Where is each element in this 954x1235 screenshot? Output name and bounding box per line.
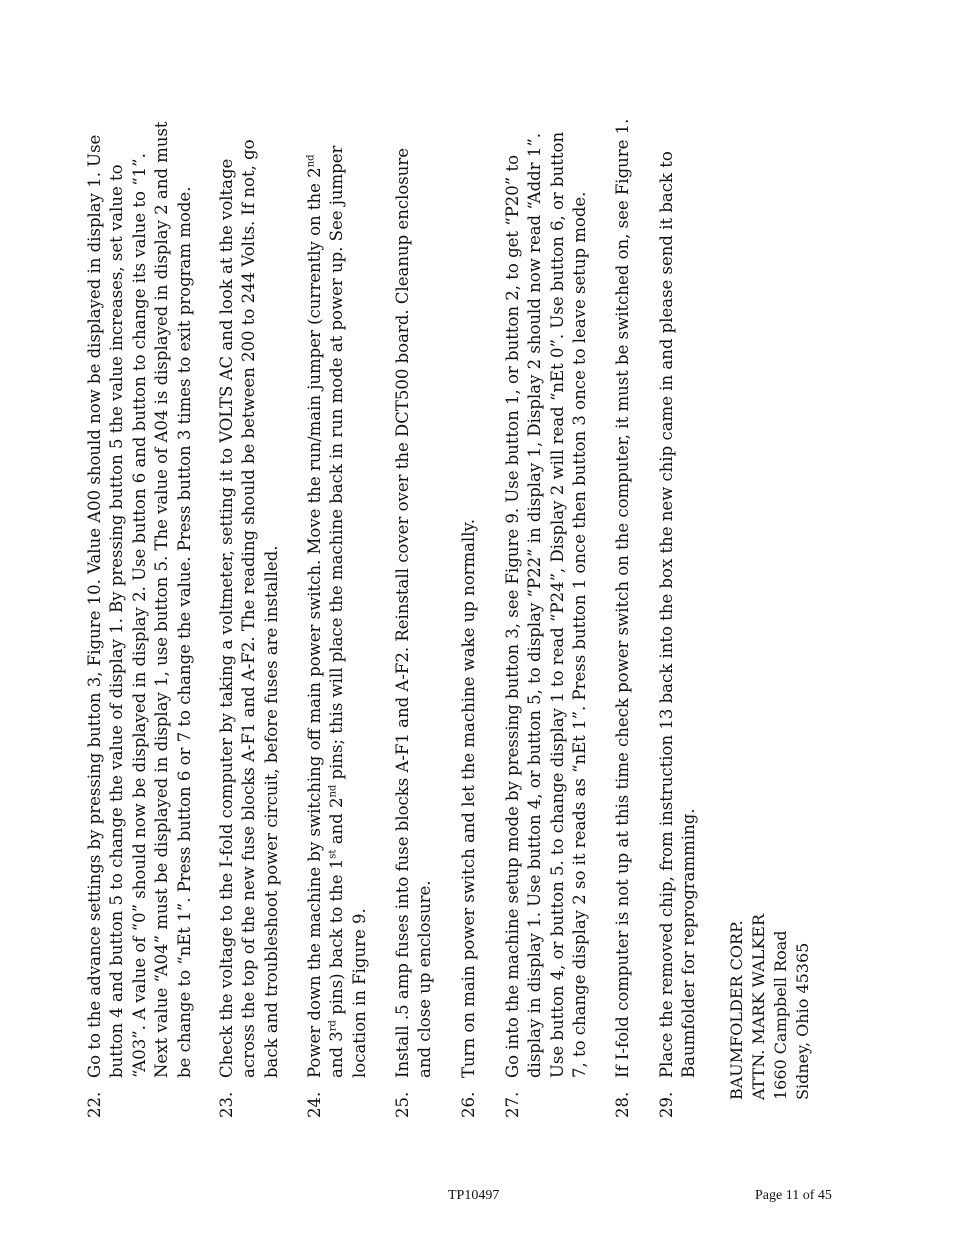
step-number: 28.	[613, 1091, 632, 1118]
text-line: Power down the machine by switching off main power switch. Move the run/main jumper (currently on the 2nd	[305, 154, 324, 1078]
step-text	[612, 68, 634, 1078]
text-line: and 3rd pins) back to the 1st and 2nd pins; this will place the machine back in run mode at power up. See jumper	[327, 145, 347, 1078]
address-line: BAUMFOLDER CORP.	[727, 920, 746, 1100]
step-text	[84, 68, 196, 1078]
address-line: 1660 Campbell Road	[771, 930, 790, 1100]
text-line: across the top of the new fuse blocks A-F1 and A-F2. The reading should be between 200 to 244 Volts. If not, go	[239, 139, 259, 1078]
address-block	[726, 840, 826, 1100]
text-line: Install .5 amp fuses into fuse blocks A-F1 and A-F2. Reinstall cover over the DCT500 board. Cleanup enclosure	[393, 147, 412, 1078]
address-line: Sidney, Ohio 45365	[793, 942, 812, 1100]
text-line: Go to the advance settings by pressing button 3, Figure 10. Value A00 should now be displayed in display 1. Use	[85, 134, 104, 1078]
step-number: 27.	[503, 1091, 522, 1118]
step-text	[656, 68, 701, 1078]
text-line: location in Figure 9.	[349, 908, 369, 1078]
text-line: “A03”. A value of “0” should now be displayed in display 2. Use button 6 and button to change its value to “1”.	[129, 153, 149, 1078]
text-line: display in display 1. Use button 4, or button 5, to display “P22” in display 1, Display 2 should now read “Addr 1”.	[525, 132, 545, 1078]
text-line: Place the removed chip, from instruction 13 back into the box the new chip came in and please send it back to	[657, 151, 676, 1078]
step-text	[458, 68, 480, 1078]
step-number: 24.	[305, 1091, 324, 1118]
step-number: 22.	[85, 1091, 104, 1118]
step-text	[392, 68, 437, 1078]
text-line: back and troubleshoot power circuit, before fuses are installed.	[261, 545, 281, 1078]
step-text	[304, 68, 371, 1078]
step-number: 26.	[459, 1091, 478, 1118]
text-line: Next value “A04” must be displayed in display 1, use button 5. The value of A04 is displayed in display 2 and must	[152, 121, 172, 1078]
step-text	[216, 68, 283, 1078]
text-line: Check the voltage to the I-fold computer by taking a voltmeter, setting it to VOLTS AC and look at the voltage	[217, 158, 236, 1078]
text-line: If I-fold computer is not up at this time check power switch on the computer, it must be switched on, see Figure 1.	[613, 118, 632, 1078]
step-text	[502, 68, 592, 1078]
text-line: be change to “nEt 1”. Press button 6 or 7 to change the value. Press button 3 times to exit program mode.	[174, 186, 194, 1078]
step-number: 29.	[657, 1091, 676, 1118]
rotated-content	[74, 60, 714, 1140]
step-number: 25.	[393, 1091, 412, 1118]
text-line: Go into the machine setup mode by pressing button 3, see Figure 9. Use button 1, or button 2, to get “P20” to	[503, 154, 522, 1078]
document-id: TP10497	[448, 1188, 500, 1203]
page-number: Page 11 of 45	[755, 1188, 832, 1203]
text-line: and close up enclosure.	[415, 880, 435, 1078]
text-line: 7, to change display 2 so it reads as “nEt 1”. Press button 1 once then button 3 once to leave setup mode.	[570, 191, 590, 1078]
text-line: Turn on main power switch and let the machine wake up normally.	[459, 519, 478, 1078]
address-line: ATTN. MARK WALKER	[749, 914, 768, 1100]
text-line: button 4 and button 5 to change the value of display 1. By pressing button 5 the value increases, set value to	[107, 164, 127, 1078]
step-number: 23.	[217, 1091, 236, 1118]
text-line: Baumfolder for reprogramming.	[679, 808, 699, 1078]
text-line: Use button 4, or button 5. to change display 1 to read “P24”, Display 2 will read “nEt 0”. Use button 6, or button	[547, 131, 567, 1078]
